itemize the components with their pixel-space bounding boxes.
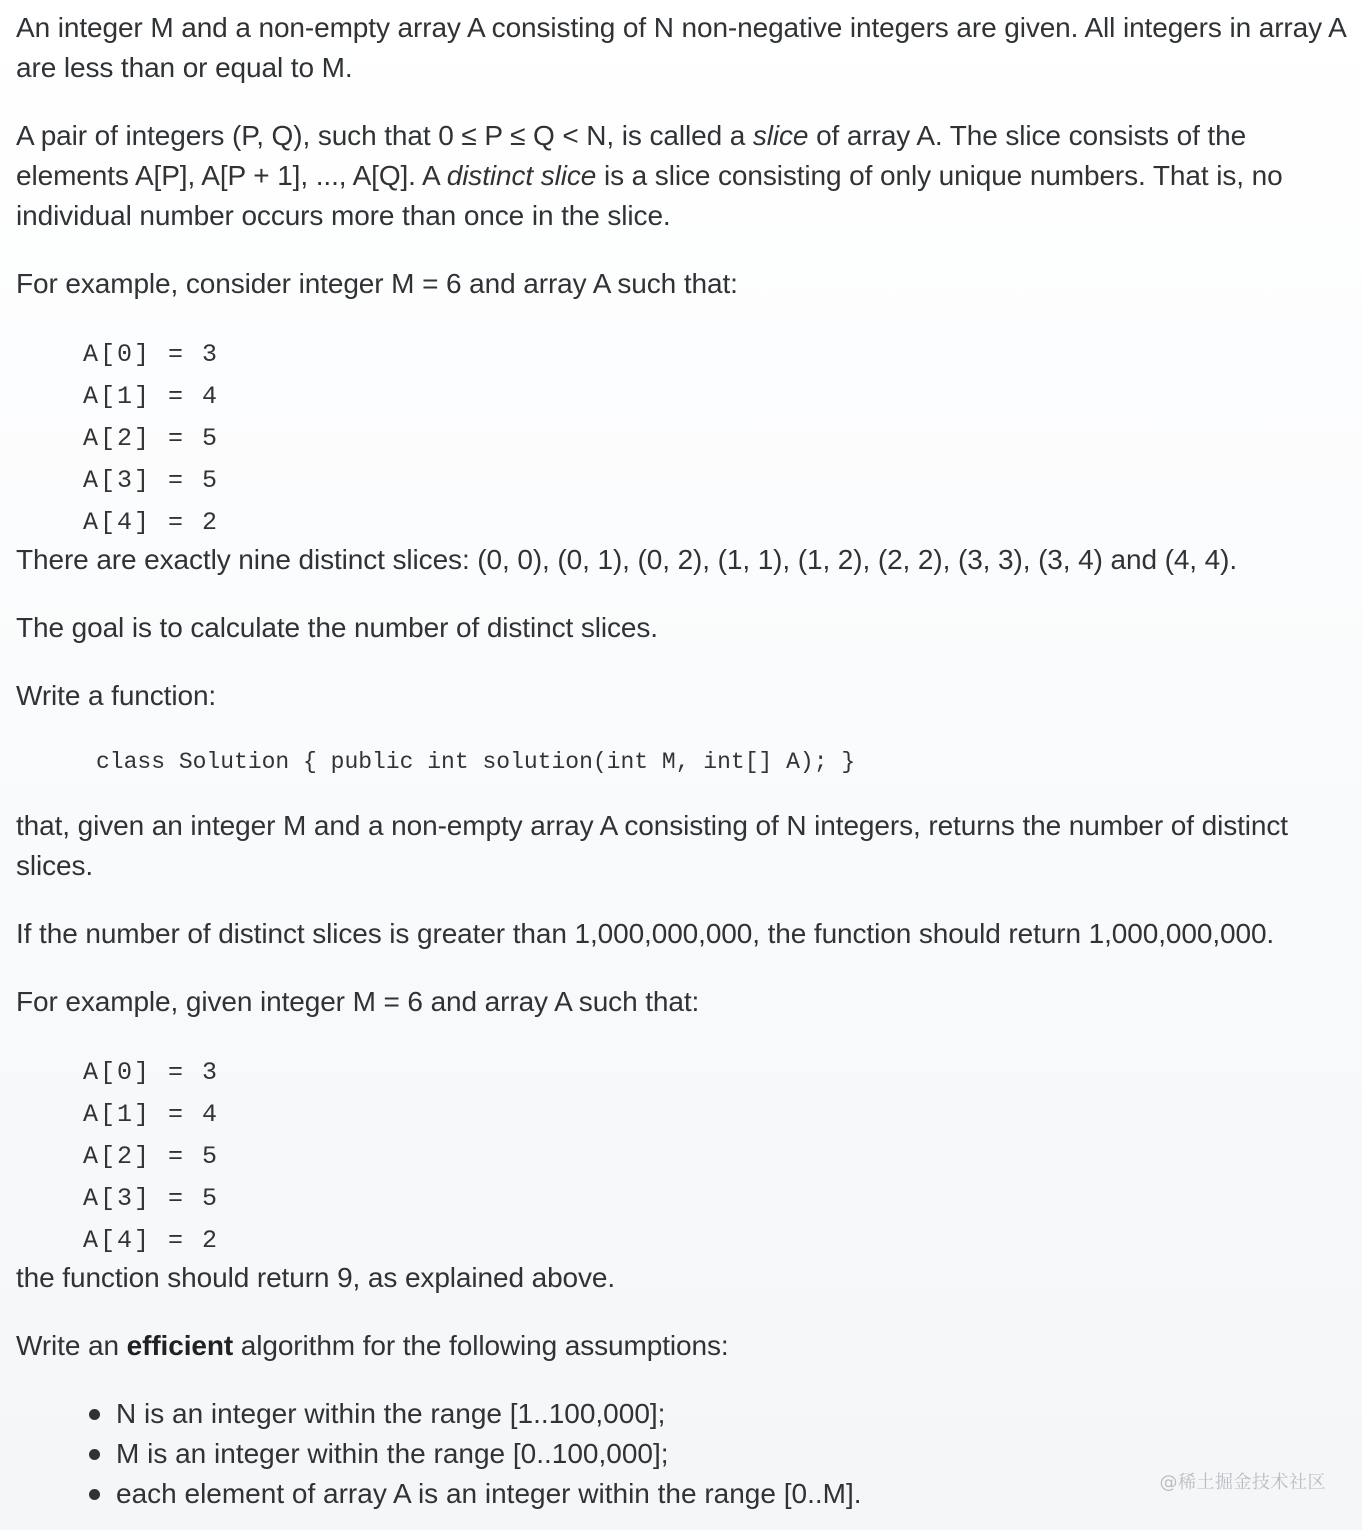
list-item: M is an integer within the range [0..100,000]; — [116, 1434, 1356, 1474]
example-intro-paragraph: For example, consider integer M = 6 and array A such that: — [16, 268, 738, 299]
slice-def-text-1: A pair of integers (P, Q), such that 0 ≤ P ≤ Q < N, is called a — [16, 120, 753, 151]
example2-array — [16, 1052, 1356, 1262]
array-line: A[3] = 5 — [83, 1184, 220, 1213]
problem-statement — [16, 8, 1356, 1514]
intro-paragraph: An integer M and a non-empty array A consisting of N non-negative integers are given. All integers in array A are less than or equal to M. — [16, 12, 1346, 83]
watermark: @稀土掘金技术社区 — [1159, 1472, 1326, 1493]
slice-definition-paragraph — [16, 116, 1356, 236]
returns-paragraph: that, given an integer M and a non-empty array A consisting of N integers, returns the number of distinct slices. — [16, 810, 1288, 881]
function-signature: class Solution { public int solution(int M, int[] A); } — [96, 749, 856, 775]
array-line: A[4] = 2 — [83, 1226, 220, 1255]
array-line: A[2] = 5 — [83, 424, 220, 453]
array-line: A[1] = 4 — [83, 382, 220, 411]
array-line: A[2] = 5 — [83, 1142, 220, 1171]
write-function-paragraph: Write a function: — [16, 680, 217, 711]
array-line: A[4] = 2 — [83, 508, 220, 537]
assumptions-lead — [16, 1326, 1356, 1366]
array-line: A[0] = 3 — [83, 340, 220, 369]
assumptions-lead-text-2: algorithm for the following assumptions: — [233, 1330, 729, 1361]
array-line: A[3] = 5 — [83, 466, 220, 495]
list-item: N is an integer within the range [1..100,000]; — [116, 1394, 1356, 1434]
assumptions-lead-text-1: Write an — [16, 1330, 127, 1361]
assumptions-list — [16, 1394, 1356, 1514]
slice-def-text-3: is a slice consisting of only unique numbers. That is, no individual number occurs more than once in the slice. — [16, 160, 1283, 231]
array-line: A[1] = 4 — [83, 1100, 220, 1129]
example2-result: the function should return 9, as explained above. — [16, 1262, 616, 1293]
list-item: each element of array A is an integer within the range [0..M]. — [116, 1474, 1356, 1514]
example1-explanation: There are exactly nine distinct slices: (0, 0), (0, 1), (0, 2), (1, 1), (1, 2), (2, 2), (3, 3), (3, 4) and (4, 4). — [16, 544, 1238, 575]
example2-intro: For example, given integer M = 6 and array A such that: — [16, 986, 700, 1017]
overflow-paragraph: If the number of distinct slices is greater than 1,000,000,000, the function should return 1,000,000,000. — [16, 918, 1275, 949]
efficient-term: efficient — [126, 1330, 234, 1361]
goal-paragraph: The goal is to calculate the number of distinct slices. — [16, 612, 658, 643]
example1-array — [16, 334, 1356, 544]
slice-term: slice — [752, 120, 809, 151]
slice-def-text-2: of array A. The slice consists of the elements A[P], A[P + 1], ..., A[Q]. A — [16, 120, 1247, 191]
array-line: A[0] = 3 — [83, 1058, 220, 1087]
distinct-slice-term: distinct slice — [446, 160, 597, 191]
